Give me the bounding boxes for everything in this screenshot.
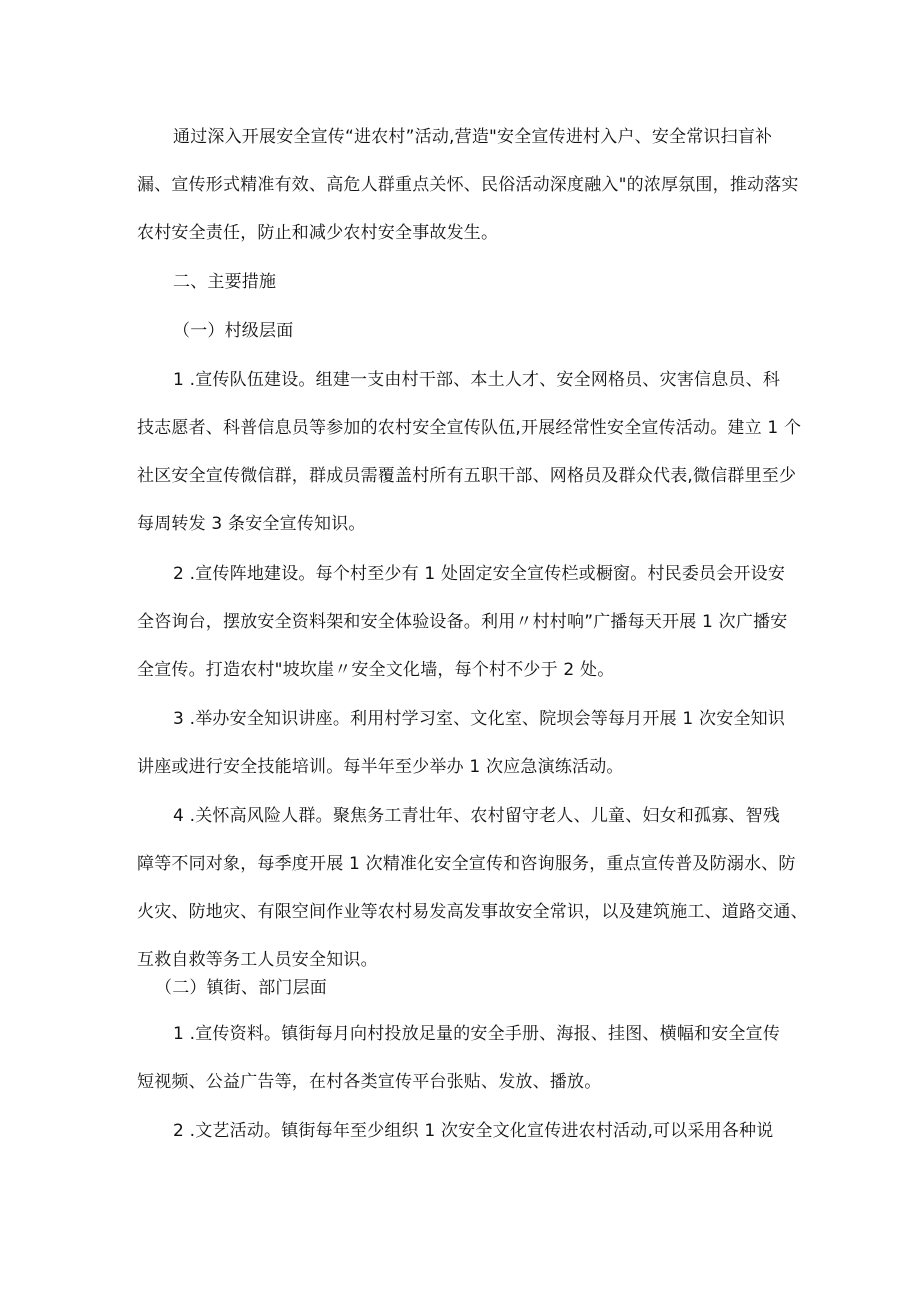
body-text-line: 短视频、公益广告等，在村各类宣传平台张贴、发放、播放。 <box>137 1072 602 1092</box>
body-text-line: 农村安全责任，防止和减少农村安全事故发生。 <box>137 223 499 243</box>
body-text-line: 漏、宣传形式精准有效、高危人群重点关怀、民俗活动深度融入"的浓厚氛围，推动落实 <box>137 175 799 195</box>
body-text-line: 4 .关怀高风险人群。聚焦务工青壮年、农村留守老人、儿童、妇女和孤寡、智残 <box>173 806 781 826</box>
body-text-line: 2 .文艺活动。镇街每年至少组织 1 次安全文化宣传进农村活动,可以采用各种说 <box>173 1121 774 1141</box>
body-text-line: 讲座或进行安全技能培训。每半年至少举办 1 次应急演练活动。 <box>137 757 624 777</box>
body-text-line: 1 .宣传队伍建设。组建一支由村干部、本土人才、安全网格员、灾害信息员、科 <box>173 370 781 390</box>
body-text-line: 2 .宣传阵地建设。每个村至少有 1 处固定安全宣传栏或橱窗。村民委员会开设安 <box>173 564 786 584</box>
body-text-line: 技志愿者、科普信息员等参加的农村安全宣传队伍,开展经常性安全宣传活动。建立 1 个 <box>137 418 802 438</box>
body-text-line: 每周转发 3 条安全宣传知识。 <box>137 514 366 534</box>
body-text-line: 通过深入开展安全宣传“进农村”活动,营造"安全宣传进村入户、安全常识扫盲补 <box>173 127 773 147</box>
body-text-line: 社区安全宣传微信群，群成员需覆盖村所有五职干部、网格员及群众代表,微信群里至少 <box>137 466 797 486</box>
body-text-line: 全咨询台，摆放安全资料架和安全体验设备。利用〃村村响”广播每天开展 1 次广播安 <box>137 612 788 632</box>
body-text-line: 火灾、防地灾、有限空间作业等农村易发高发事故安全常识，以及建筑施工、道路交通、 <box>137 902 808 922</box>
body-text-line: 全宣传。打造农村"坡坎崖〃安全文化墙，每个村不少于 2 处。 <box>137 660 615 680</box>
subsection-heading: （二）镇街、部门层面 <box>155 978 327 998</box>
body-text-line: 互救自救等务工人员安全知识。 <box>137 950 378 970</box>
body-text-line: 3 .举办安全知识讲座。利用村学习室、文化室、院坝会等每月开展 1 次安全知识 <box>173 709 786 729</box>
body-text-line: 1 .宣传资料。镇街每月向村投放足量的安全手册、海报、挂图、横幅和安全宣传 <box>173 1024 781 1044</box>
subsection-heading: （一）村级层面 <box>173 321 294 341</box>
section-heading: 二、主要措施 <box>173 272 277 292</box>
body-text-line: 障等不同对象，每季度开展 1 次精准化安全宣传和咨询服务，重点宣传普及防溺水、防 <box>137 854 796 874</box>
